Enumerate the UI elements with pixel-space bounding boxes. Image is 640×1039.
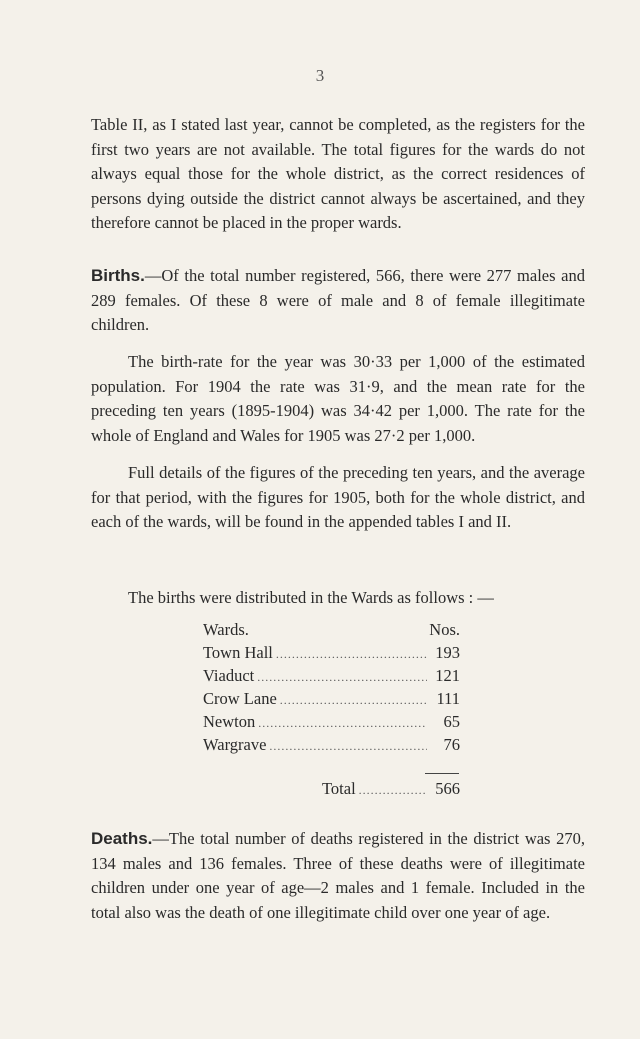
page-number: 3 [315,66,325,85]
deaths-text: —The total number of deaths registered in the district was 270, 134 males and 136 females. Three of these deaths were of illegitimate children under one year of age—2 males and 1 female. Included in the total also was the death of one illegitimate child over one year of age. [91,829,585,922]
total-rule [425,773,459,774]
dot-leader [359,783,427,798]
total-label: Total [322,779,356,798]
ward-births: 65 [443,712,460,731]
dot-leader [257,670,427,685]
ward-births: 193 [435,643,460,662]
paragraph-births [91,264,585,338]
ward-name: Newton [203,712,256,731]
dot-leader [280,693,427,708]
ward-name: Viaduct [203,666,255,685]
table-row [203,666,460,689]
header-nos: Nos. [429,620,460,639]
paragraph-births-distribution: The births were distributed in the Wards as follows : — [128,588,494,607]
header-wards: Wards. [203,620,249,639]
ward-births: 121 [435,666,460,685]
births-text: —Of the total number registered, 566, there were 277 males and 289 females. Of these 8 were of male and 8 of female illegitimate children. [91,266,585,334]
paragraph-full-details: Full details of the figures of the preceding ten years, and the average for that period, with the figures for 1905, both for the whole district, and each of the wards, will be found in the appended tables I and II. [91,463,585,531]
paragraph-birth-rate: The birth-rate for the year was 30·33 per 1,000 of the estimated population. For 1904 the rate was 31·9, and the mean rate for the preceding ten years (1895-1904) was 34·42 per 1,000. The rate for the whole of England and Wales for 1905 was 27·2 per 1,000. [91,352,585,445]
wards-births-table [203,620,460,758]
dot-leader [269,739,427,754]
ward-births: 111 [436,689,460,708]
births-heading: Births. [91,266,145,285]
ward-births: 76 [443,735,460,754]
table-row [203,735,460,758]
table-row [203,712,460,735]
ward-name: Crow Lane [203,689,277,708]
total-value: 566 [435,779,460,798]
ward-name: Town Hall [203,643,273,662]
table-row [203,643,460,666]
table-row [203,689,460,712]
dot-leader [258,716,427,731]
total-row [322,779,460,799]
dot-leader [276,647,427,662]
deaths-heading: Deaths. [91,829,153,848]
paragraph-deaths [91,827,585,925]
table-header [203,620,460,643]
paragraph-table-ii-note: Table II, as I stated last year, cannot be completed, as the registers for the first two years are not available. The total figures for the wards do not always equal those for the whole district, as the correct residences of persons dying outside the district cannot always be ascertained, and they therefore cannot be placed in the proper wards. [91,115,585,232]
ward-name: Wargrave [203,735,267,754]
